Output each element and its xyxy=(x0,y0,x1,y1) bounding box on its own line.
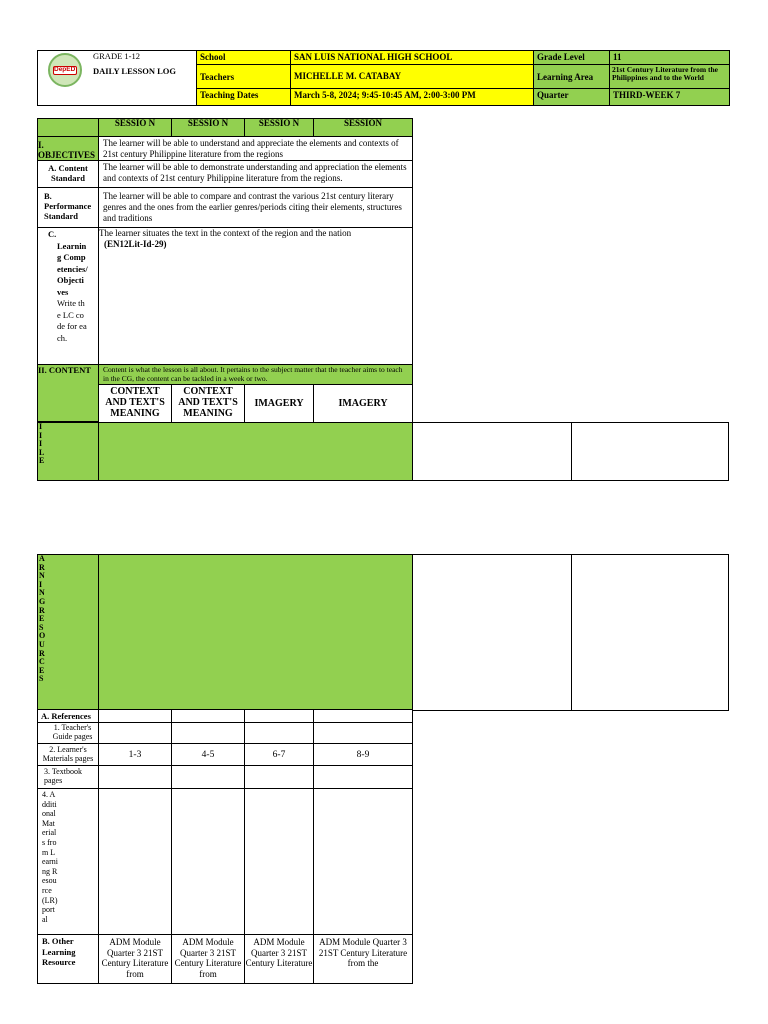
performance-standard-label: B. Performance Standard xyxy=(38,188,98,228)
learning-resources-top-label-cell xyxy=(38,422,98,480)
grade-text: GRADE 1-12 xyxy=(93,51,140,61)
additional-materials-label: 4. Additional Materials from Learning Resource (LR)portal xyxy=(38,789,98,935)
dll-title: DAILY LESSON LOG xyxy=(93,66,176,76)
performance-standard-text: The learner will be able to compare and contrast the various 21st century literary genres and the ones from the earlier genres/periods citing their elements, structures and traditions xyxy=(98,188,412,228)
teachers-guide-label: 1. Teacher's Guide pages xyxy=(38,723,412,744)
learners-materials-label: 2. Learner's Materials pages xyxy=(38,744,98,766)
learning-resources-top-green xyxy=(98,422,412,480)
session-header-first-cell xyxy=(38,119,98,137)
lm-pages-4: 8-9 xyxy=(314,744,412,766)
school-value: SAN LUIS NATIONAL HIGH SCHOOL xyxy=(290,51,533,65)
lm-pages-2: 4-5 xyxy=(172,744,244,766)
lc-label-bold: Learning Competencies/Objectives xyxy=(57,240,88,297)
school-label: School xyxy=(196,51,290,65)
content-standard-text: The learner will be able to demonstrate understanding and appreciation the elements and contexts of 21st century Philippine literature from the regions. xyxy=(98,161,412,188)
additional-materials-row-rest xyxy=(98,789,412,935)
logo-text: DepED xyxy=(54,66,76,73)
session-header-1: SESSIO N xyxy=(98,119,171,137)
objectives-label: I. OBJECTIVES xyxy=(38,137,98,161)
grade-level-value: 11 xyxy=(609,51,729,65)
lm-pages-3: 6-7 xyxy=(245,744,313,766)
other-resource-1: ADM Module Quarter 3 21ST Century Literature from xyxy=(101,937,169,979)
lc-number: C. xyxy=(48,229,57,239)
learning-resources-green xyxy=(98,555,412,710)
teachers-value: MICHELLE M. CATABAY xyxy=(290,65,533,89)
other-resource-4: ADM Module Quarter 3 21ST Century Literature from the xyxy=(318,937,408,968)
other-resource-3: ADM Module Quarter 3 21ST Century Literature xyxy=(245,937,313,968)
dates-value: March 5-8, 2024; 9:45-10:45 AM, 2:00-3:00 PM xyxy=(290,89,533,105)
learning-area-label: Learning Area xyxy=(533,65,609,89)
session-header-4: SESSION xyxy=(313,119,412,137)
textbook-label: 3. Textbook pages xyxy=(38,766,98,789)
lm-pages-1: 1-3 xyxy=(99,744,171,766)
deped-logo xyxy=(48,53,82,87)
lc-label xyxy=(38,228,98,365)
session-header-2: SESSIO N xyxy=(171,119,244,137)
learning-resources-label: ARNING RESOURCES xyxy=(39,554,46,684)
dates-label: Teaching Dates xyxy=(196,89,290,105)
teachers-label: Teachers xyxy=(196,65,290,89)
content-topic-4: IMAGERY xyxy=(313,385,412,422)
quarter-value: THIRD-WEEK 7 xyxy=(609,89,729,105)
lc-text-cell xyxy=(98,228,412,365)
learning-resources-label-cell xyxy=(38,555,98,710)
textbook-row-rest xyxy=(98,766,412,789)
references-label: A. References xyxy=(38,710,412,723)
other-resource-label: B. Other Learning Resource xyxy=(42,936,76,967)
session-header-3: SESSIO N xyxy=(244,119,313,137)
learning-area-value: 21st Century Literature from the Philippines and to the World xyxy=(609,65,729,89)
other-resource-2: ADM Module Quarter 3 21ST Century Literature from xyxy=(174,937,242,979)
learning-resources-label-top: IIIL E xyxy=(39,422,45,465)
lc-text: The learner situates the text in the context of the region and the nation xyxy=(99,228,352,238)
side-empty-box-2b xyxy=(571,554,729,711)
grade-level-label: Grade Level xyxy=(533,51,609,65)
content-topic-3: IMAGERY xyxy=(244,385,313,422)
content-standard-label: A. Content Standard xyxy=(38,161,98,188)
content-label: II. CONTENT xyxy=(38,365,98,422)
content-topic-1: CONTEXT AND TEXT'S MEANING xyxy=(98,385,171,422)
objectives-text: The learner will be able to understand and appreciate the elements and contexts of 21st century Philippine literature from the regions xyxy=(98,137,412,161)
side-empty-box-1b xyxy=(571,422,729,481)
quarter-label: Quarter xyxy=(533,89,609,105)
content-desc: Content is what the lesson is all about. It pertains to the subject matter that the teacher aims to teach in the CG, the content can be tackled in a week or two. xyxy=(98,365,412,385)
lc-code: (EN12Lit-Id-29) xyxy=(104,239,167,249)
side-empty-box-1a xyxy=(412,422,572,481)
lc-label-rest: Write the LC code for each. xyxy=(57,298,87,343)
side-empty-box-2a xyxy=(412,554,572,711)
content-topic-2: CONTEXT AND TEXT'S MEANING xyxy=(171,385,244,422)
